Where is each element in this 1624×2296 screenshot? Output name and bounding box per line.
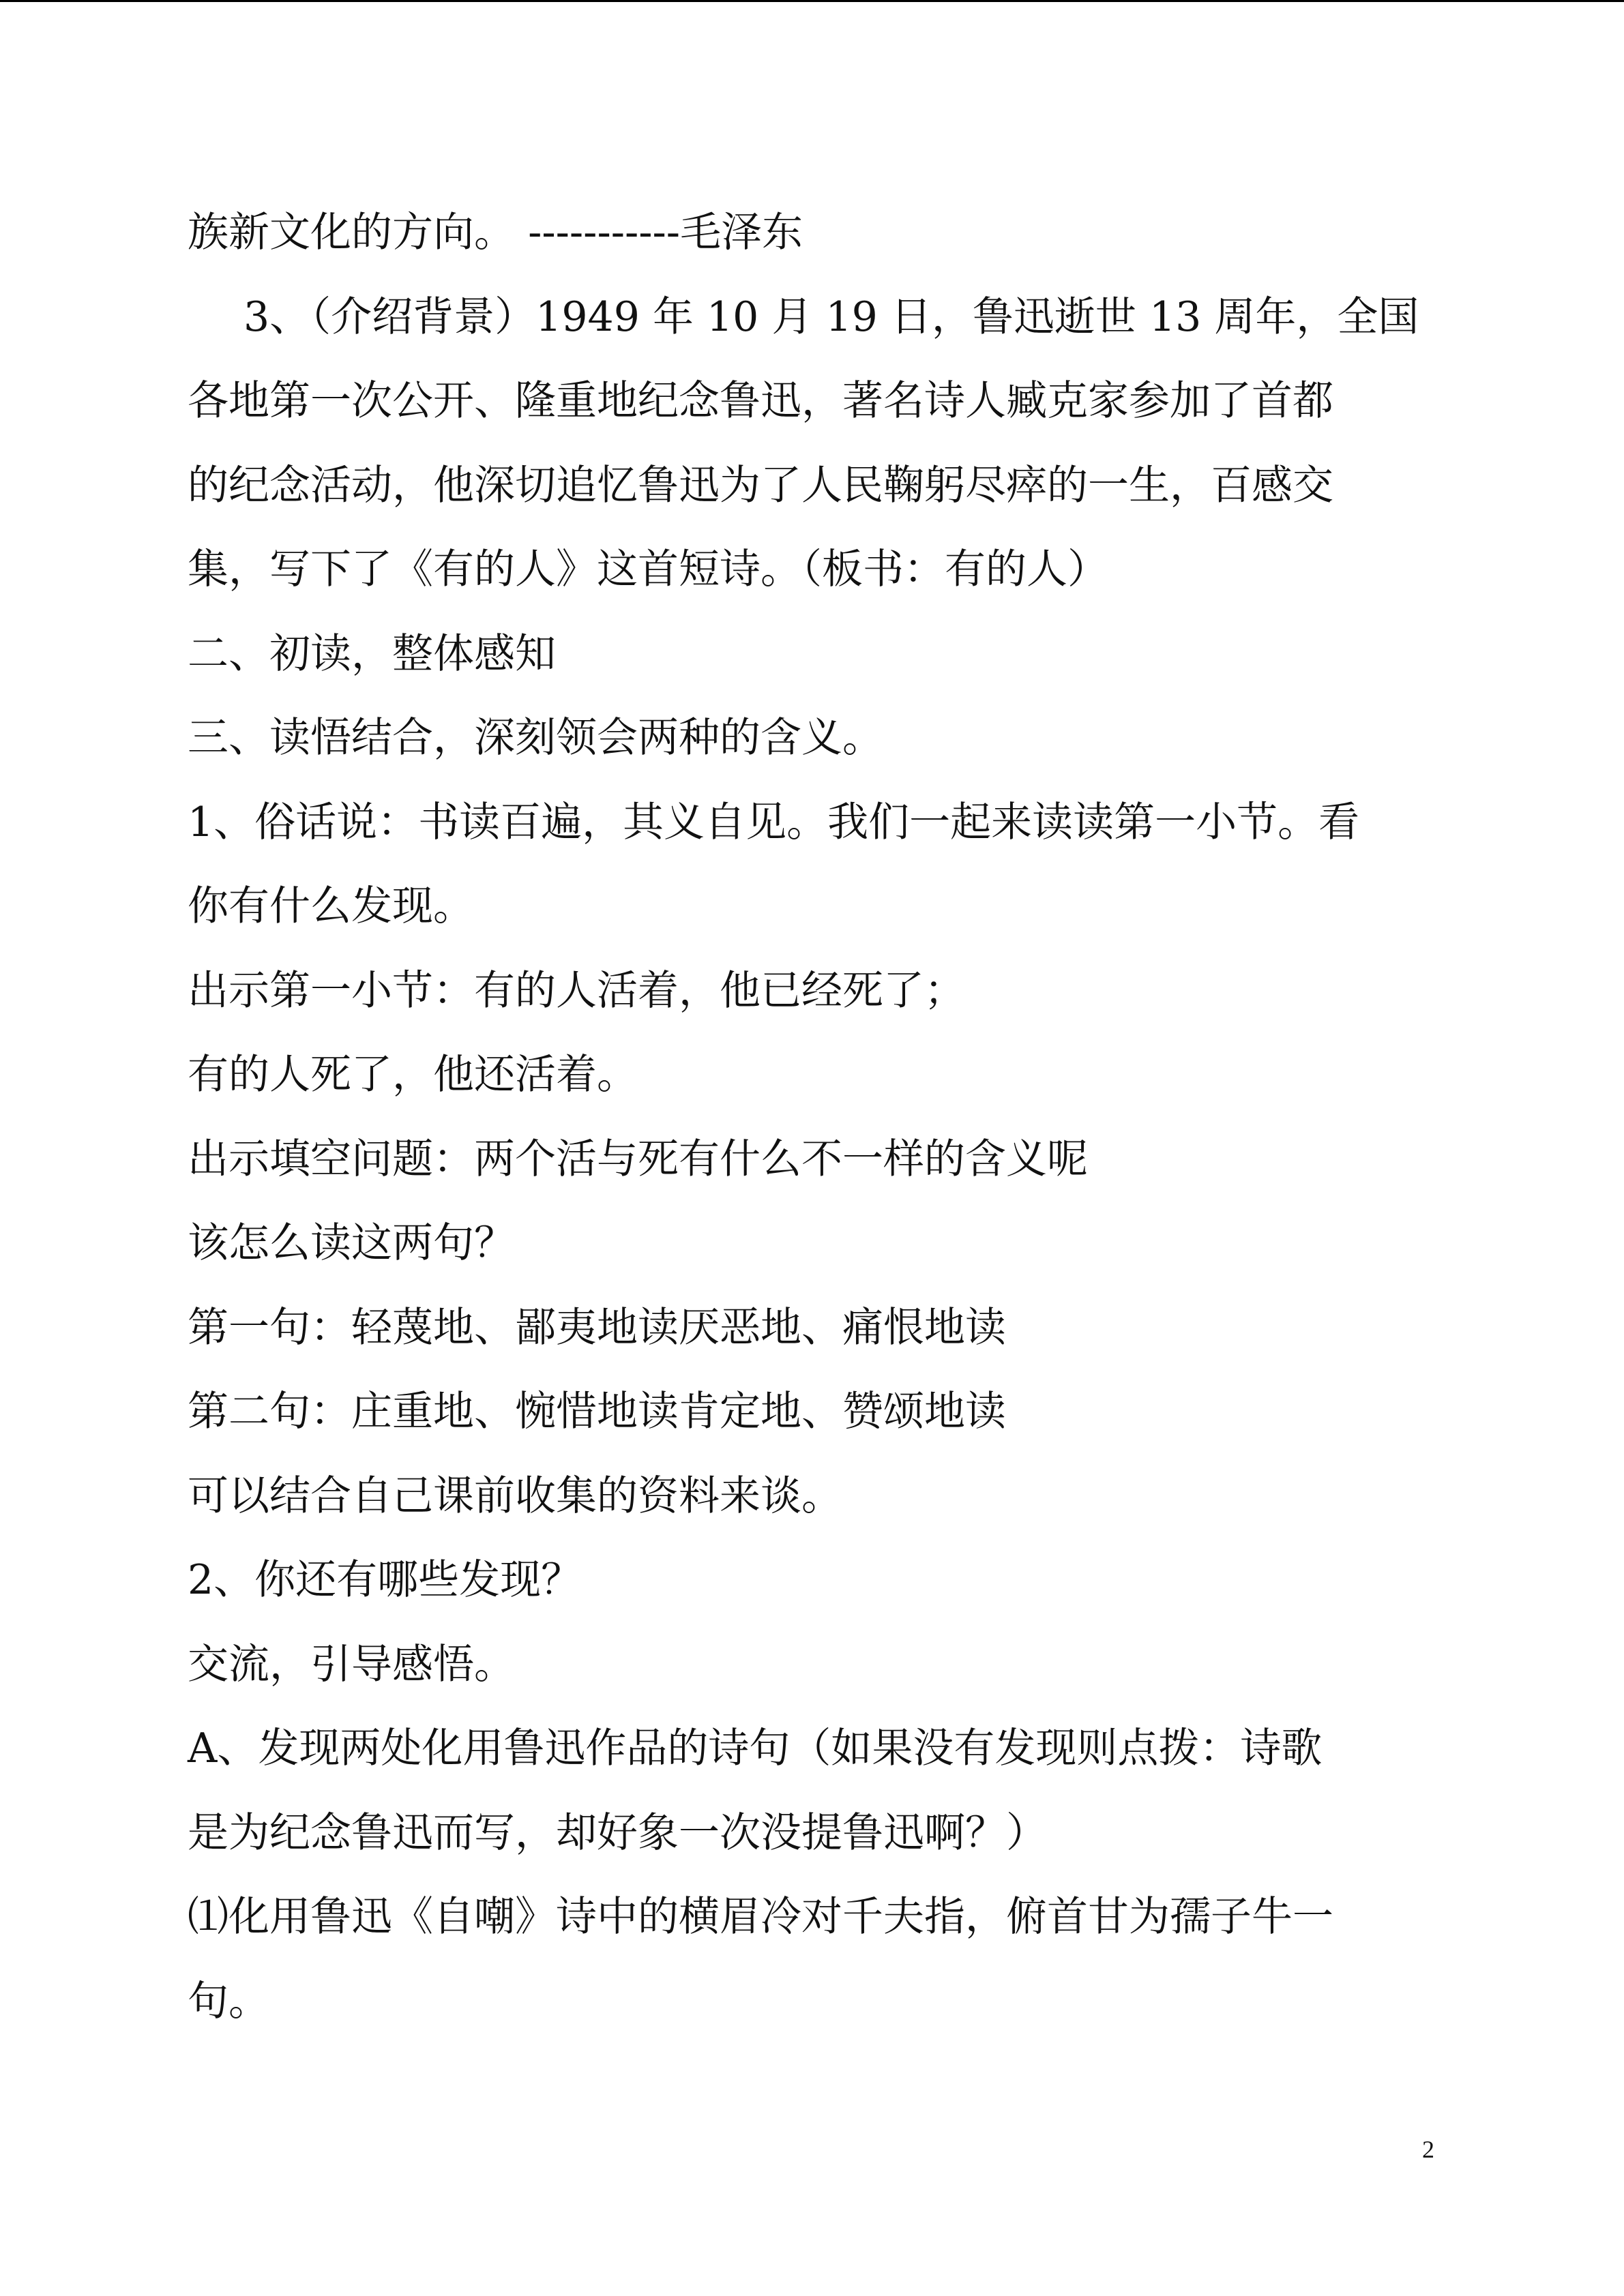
- text-line: 集，写下了《有的人》这首短诗。（板书：有的人）: [188, 546, 1108, 593]
- text-line: 各地第一次公开、隆重地纪念鲁迅，著名诗人臧克家参加了首都: [188, 377, 1333, 425]
- text-line: 你有什么发现。: [188, 882, 474, 930]
- page-number: 2: [1422, 2136, 1434, 2163]
- text-line: 第一句：轻蔑地、鄙夷地读厌恶地、痛恨地读: [188, 1303, 1006, 1352]
- text-line: 是为纪念鲁迅而写，却好象一次没提鲁迅啊？）: [188, 1808, 1047, 1857]
- section-heading: 三、读悟结合，深刻领会两种的含义。: [188, 714, 883, 762]
- text-line: 的纪念活动，他深切追忆鲁迅为了人民鞠躬尽瘁的一生，百感交: [188, 461, 1333, 509]
- text-line: 有的人死了，他还活着。: [188, 1051, 638, 1099]
- text-line: 3、（介绍背景）1949 年 10 月 19 日，鲁迅逝世 13 周年，全国: [243, 293, 1419, 341]
- section-heading: 二、初读，整体感知: [188, 629, 556, 678]
- text-line: 出示第一小节：有的人活着，他已经死了；: [188, 966, 965, 1015]
- text-line: 可以结合自己课前收集的资料来谈。: [188, 1472, 842, 1520]
- text-line: 第二句：庄重地、惋惜地读肯定地、赞颂地读: [188, 1388, 1006, 1435]
- text-line: 交流，引导感悟。: [188, 1640, 515, 1688]
- text-line: ⑴化用鲁迅《自嘲》诗中的横眉冷对千夫指，俯首甘为孺子牛一: [188, 1893, 1333, 1941]
- text-line: 句。: [188, 1977, 269, 2025]
- text-line: 出示填空问题：两个活与死有什么不一样的含义呢: [188, 1135, 1088, 1183]
- text-line: A、发现两处化用鲁迅作品的诗句（如果没有发现则点拨：诗歌: [188, 1725, 1323, 1772]
- text-line: 1、俗话说：书读百遍，其义自见。我们一起来读读第一小节。看: [188, 798, 1360, 846]
- text-line: 2、你还有哪些发现？: [188, 1556, 582, 1604]
- text-line: 族新文化的方向。 -----------毛泽东: [188, 209, 803, 256]
- document-body: [188, 195, 1439, 2048]
- text-line: 该怎么读这两句？: [188, 1219, 515, 1267]
